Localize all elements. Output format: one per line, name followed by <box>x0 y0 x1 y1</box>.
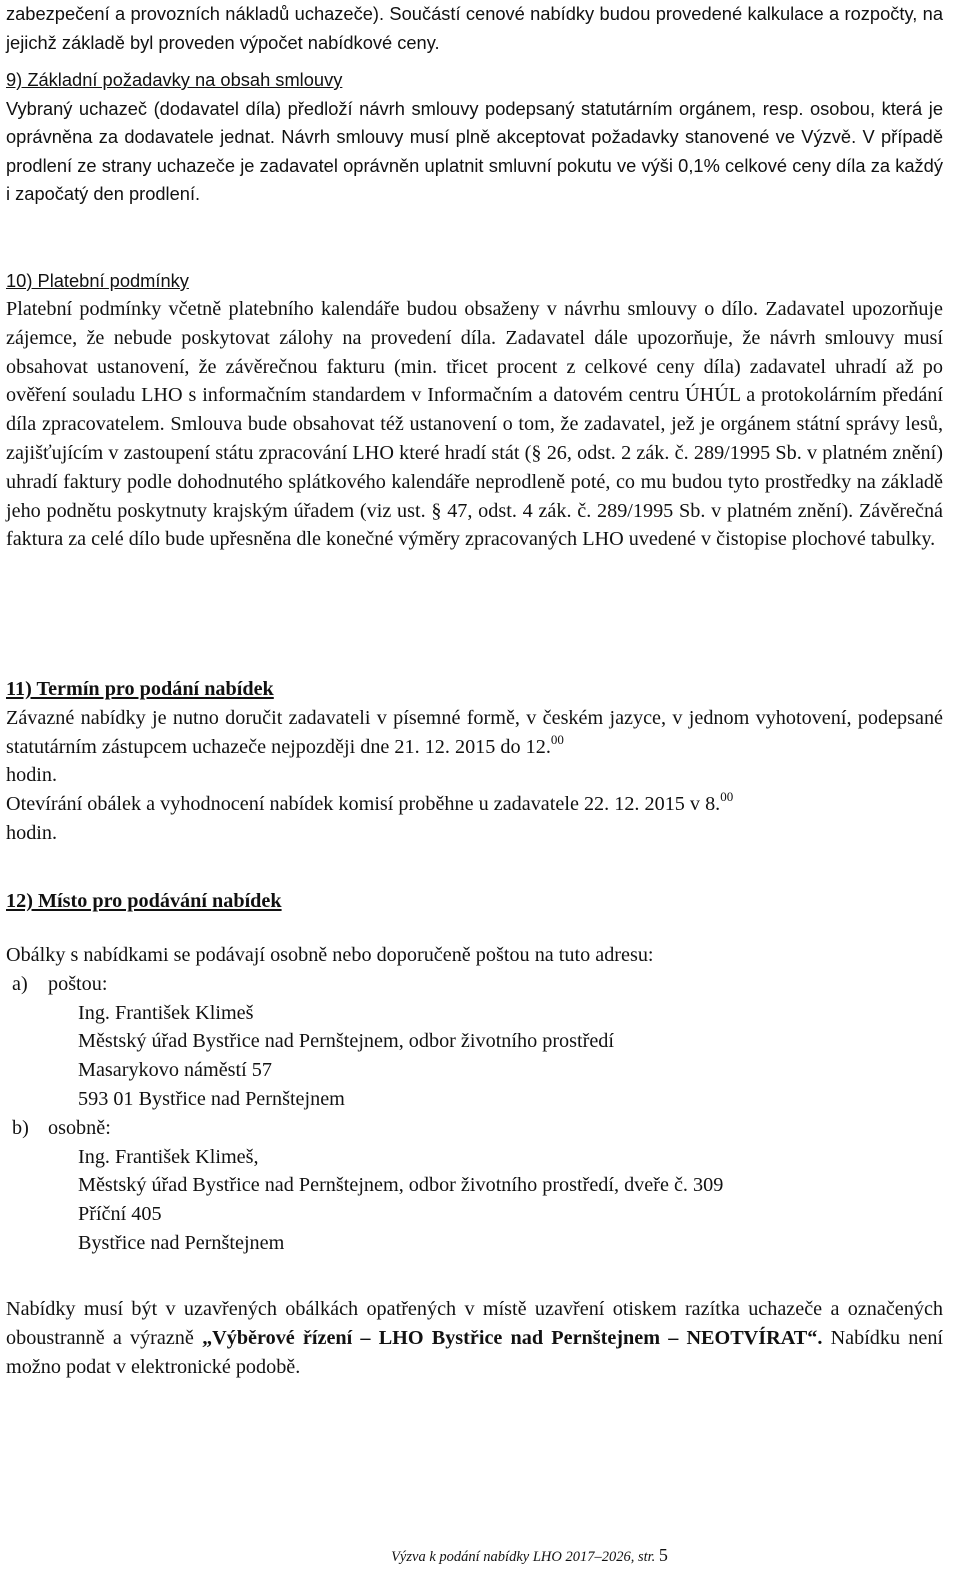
section-12 <box>6 887 943 916</box>
section-11-paragraph-2 <box>6 790 943 819</box>
postal-line: Městský úřad Bystřice nad Pernštejnem, odbor životního prostředí <box>78 1030 614 1053</box>
opening-text: Otevírání obálek a vyhodnocení nabídek komisí proběhne u zadavatele 22. 12. 2015 v 8. <box>6 793 721 816</box>
closing-paragraph <box>6 1295 943 1381</box>
section-12-intro: Obálky s nabídkami se podávají osobně nebo doporučeně poštou na tuto adresu: <box>6 944 654 966</box>
postal-line: 593 01 Bystřice nad Pernštejnem <box>78 1087 345 1110</box>
section-10-heading: 10) Platební podmínky <box>6 270 189 291</box>
page-number: 5 <box>658 1545 668 1565</box>
closing-text <box>6 1295 943 1381</box>
closing-start: Nabídky musí být v uzavřených obálkách opatřených v místě uzavření otiskem razítka uchazeče a označených oboustranně a výrazně <box>6 1298 943 1349</box>
section-12-heading: 12) Místo pro podávání nabídek <box>6 890 282 912</box>
section-10-body: Platební podmínky včetně platebního kalendáře budou obsaženy v návrhu smlouvy o dílo. Zadavatel upozorňuje zájemce, že nebude poskytovat zálohy na provedení díla. Zadavatel dále upozorňuje, že návrh smlouvy musí obsahovat ustanovení, že závěrečnou fakturu (min. třicet procent z celkové ceny díla) zadavatel uhradí až po ověření souladu LHO s informačním standardem v Informačním a datovém centru ÚHÚL a protokolárním předání díla zpracovatelem. Smlouva bude obsahovat též ustanovení o tom, že zadavatel, jež je orgánem státní správy lesů, zajišťujícím v zastoupení státu zpracování LHO které hradí stát (§ 26, odst. 2 zák. č. 289/1995 Sb. v platném znění) uhradí faktury podle dohodnutého splátkového kalendáře neprodleně poté, co mu budou tyto prostředky na základě jeho podnětu poskytnuty krajským úřadem (viz ust. § 47, odst. 4 zák. č. 289/1995 Sb. v platném znění). Závěrečná faktura za celé dílo bude upřesněna dle konečné výměry zpracovaných LHO uvedené v čistopise plochové tabulky. <box>6 298 943 551</box>
section-9-heading: 9) Základní požadavky na obsah smlouvy <box>6 69 343 90</box>
personal-line: Bystřice nad Pernštejnem <box>78 1231 285 1254</box>
deadline-text: Závazné nabídky je nutno doručit zadavateli v písemné formě, v českém jazyce, v jednom vyhotovení, podepsané statutárním zástupcem uchazeče nejpozději dne 21. 12. 2015 do 12. <box>6 706 943 758</box>
postal-line: Ing. František Klimeš <box>78 1001 254 1024</box>
section-11-paragraph-1 <box>6 704 943 762</box>
intro-text: zabezpečení a provozních nákladů uchazeče). Součástí cenové nabídky budou provedené kalkulace a rozpočty, na jejichž základě byl proveden výpočet nabídkové ceny. <box>6 3 943 53</box>
deadline-minutes: 00 <box>550 731 564 747</box>
intro-paragraph <box>6 0 943 57</box>
section-10 <box>6 267 943 296</box>
personal-title: osobně: <box>48 1116 111 1139</box>
section-11-heading: 11) Termín pro podání nabídek <box>6 678 274 700</box>
list-label-b: b) <box>12 1116 29 1139</box>
postal-lines <box>78 999 614 1114</box>
personal-line: Městský úřad Bystřice nad Pernštejnem, odbor životního prostředí, dveře č. 309 <box>78 1174 724 1197</box>
opening-minutes: 00 <box>720 789 734 805</box>
closing-end: Nabídku není možno podat v elektronické podobě. <box>6 1326 944 1378</box>
opening-hours-word: hodin. <box>6 821 58 844</box>
postal-line: Masarykovo náměstí 57 <box>78 1059 272 1082</box>
deadline-hours-word: hodin. <box>6 764 58 787</box>
section-9 <box>6 66 943 209</box>
personal-line: Ing. František Klimeš, <box>78 1145 259 1168</box>
section-12-addresses <box>6 941 943 1261</box>
personal-lines <box>78 1143 723 1258</box>
section-10-body-block <box>6 295 943 554</box>
section-11 <box>6 675 943 848</box>
postal-title: poštou: <box>48 972 108 995</box>
list-label-a: a) <box>12 972 28 995</box>
page-footer <box>6 1545 943 1566</box>
personal-line: Příční 405 <box>78 1203 162 1226</box>
envelope-label: „Výběrové řízení – LHO Bystřice nad Pernštejnem – NEOTVÍRAT“. <box>202 1326 823 1349</box>
section-9-body: Vybraný uchazeč (dodavatel díla) předloží návrh smlouvy podepsaný statutárním orgánem, resp. osobou, která je oprávněna za dodavatele jednat. Návrh smlouvy musí plně akceptovat požadavky stanovené ve Výzvě. V případě prodlení ze strany uchazeče je zadavatel oprávněn uplatnit smluvní pokutu ve výši 0,1% celkové ceny díla za každý i započatý den prodlení. <box>6 97 943 204</box>
footer-text: Výzva k podání nabídky LHO 2017–2026, str. <box>391 1549 656 1565</box>
